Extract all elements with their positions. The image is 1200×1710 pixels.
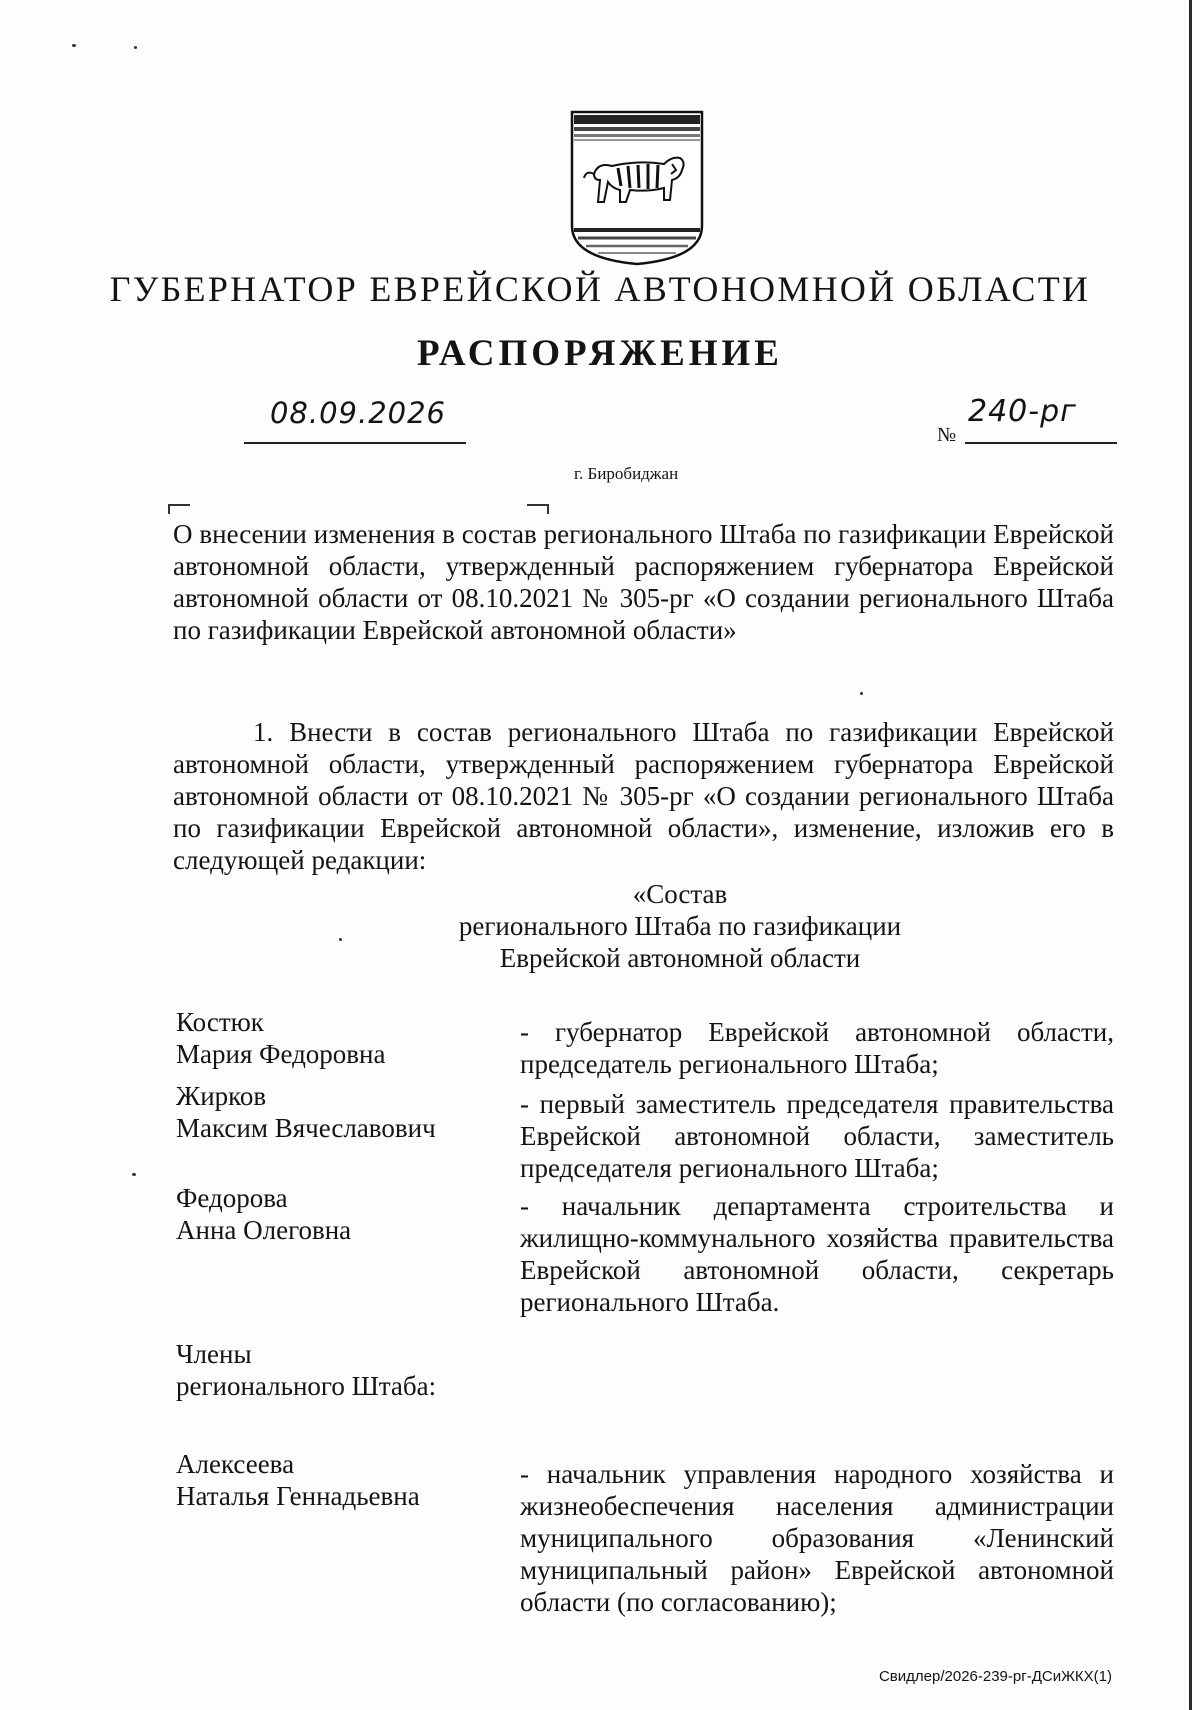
member-given-name: Анна Олеговна	[176, 1215, 352, 1245]
member-given-name: Максим Вячеславович	[176, 1113, 436, 1143]
member-surname: Жирков	[176, 1081, 267, 1111]
number-sign: №	[937, 424, 957, 446]
member-role: - первый заместитель председателя правительства Еврейской автономной области, заместитель председателя регионального Штаба;	[520, 1089, 1114, 1183]
member-role: - начальник управления народного хозяйства и жизнеобеспечения населения администрации муниципального образования «Ленинский муниципальный район» Еврейской автономной области (по согласованию);	[520, 1459, 1114, 1617]
number-underline	[965, 442, 1117, 444]
member-name	[176, 1006, 496, 1070]
scan-speck	[132, 1173, 136, 1176]
member-given-name: Мария Федоровна	[176, 1039, 386, 1069]
order-paragraph-1: 1. Внести в состав регионального Штаба по газификации Еврейской автономной области, утвержденный распоряжением губернатора Еврейской автономной области от 08.10.2021 № 305-рг «О создании регионального Штаба по газификации Еврейской автономной области», изменение, изложив его в следующей редакции:	[173, 717, 1114, 875]
member-role: - губернатор Еврейской автономной области, председатель регионального Штаба;	[520, 1017, 1114, 1079]
document-type-heading: РАСПОРЯЖЕНИЕ	[416, 333, 783, 374]
scan-speck	[339, 938, 342, 941]
members-heading-line: Члены	[176, 1339, 252, 1369]
member-surname: Федорова	[176, 1183, 288, 1213]
document-date: 08.09.2026	[269, 396, 447, 430]
subject-corner-right	[527, 504, 549, 514]
scan-speck	[72, 44, 76, 47]
member-name	[176, 1182, 496, 1246]
composition-title-line: Еврейской автономной области	[499, 943, 861, 973]
coat-of-arms-emblem	[568, 108, 706, 268]
member-role: - начальник департамента строительства и жилищно-коммунального хозяйства правительства Еврейской автономной области, секретарь регионального Штаба.	[520, 1191, 1114, 1317]
member-name	[176, 1448, 496, 1512]
member-surname: Алексеева	[176, 1449, 295, 1479]
member-name	[176, 1080, 496, 1144]
scan-speck	[860, 692, 863, 695]
members-heading-line: регионального Штаба:	[176, 1371, 437, 1401]
document-subject: О внесении изменения в состав регионального Штаба по газификации Еврейской автономной области, утвержденный распоряжением губернатора Еврейской автономной области от 08.10.2021 № 305-рг «О создании регионального Штаба по газификации Еврейской автономной области»	[173, 519, 1114, 645]
member-given-name: Наталья Геннадьевна	[176, 1481, 420, 1511]
issuer-heading: ГУБЕРНАТОР ЕВРЕЙСКОЙ АВТОНОМНОЙ ОБЛАСТИ	[109, 269, 1091, 309]
composition-title-line: «Состав	[632, 879, 728, 909]
members-heading	[176, 1338, 496, 1402]
member-surname: Костюк	[176, 1007, 264, 1037]
document-reference-code: Свидлер/2026-239-рг-ДСиЖКХ(1)	[878, 1668, 1112, 1685]
document-number: 240-рг	[968, 394, 1077, 429]
issue-city: г. Биробиджан	[574, 464, 679, 483]
composition-title-line: регионального Штаба по газификации	[458, 911, 902, 941]
date-underline	[244, 442, 466, 444]
composition-title	[440, 878, 920, 974]
scan-speck	[134, 46, 137, 49]
scan-edge	[1189, 0, 1192, 1710]
subject-corner-left	[168, 504, 190, 514]
